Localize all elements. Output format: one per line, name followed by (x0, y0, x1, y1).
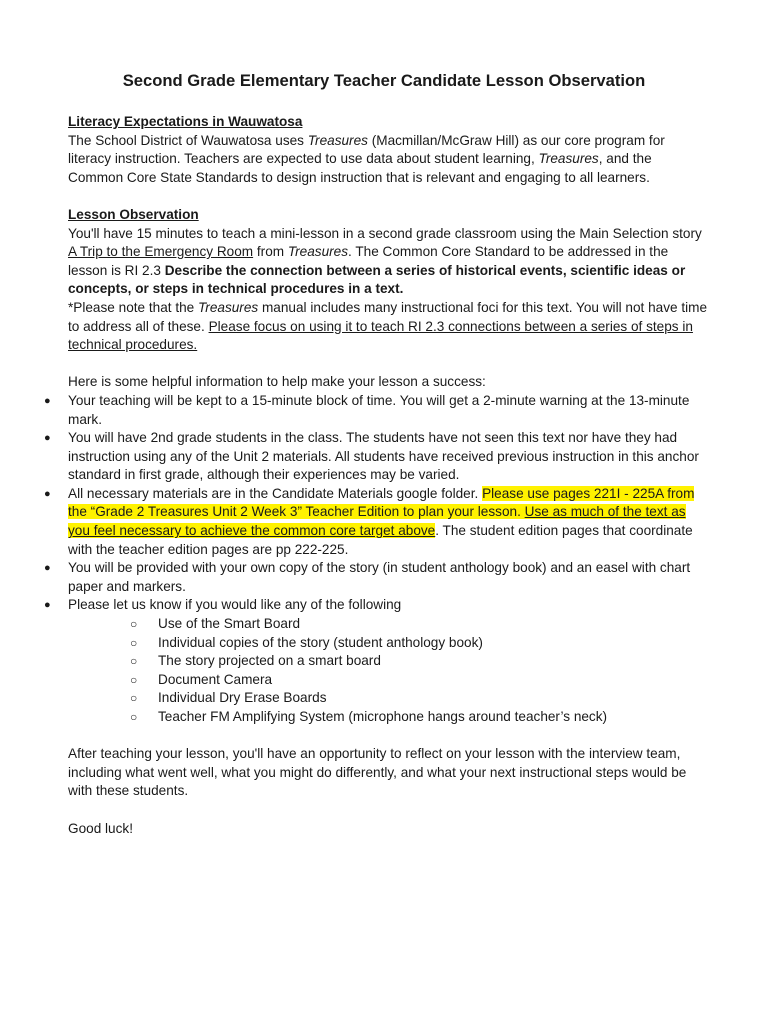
bullet-icon: ● (44, 562, 51, 575)
lesson-paragraph: You'll have 15 minutes to teach a mini-lesson in a second grade classroom using the Main Selection story A Trip to the Emergency Room from Treasures. The Common Core Standard to be addressed in the lesson is RI 2.3 Describe the connection between a series of historical events, scientific ideas or concepts, or steps in technical procedures in a text. (68, 225, 702, 297)
lesson-note: *Please note that the Treasures manual includes many instructional foci for this text. You will not have time to address all of these. Please focus on using it to teach RI 2.3 connections between a series of steps in technical procedures. (68, 299, 708, 353)
treasures-title: Treasures (538, 151, 599, 167)
sub-list-item: ○ Individual copies of the story (student anthology book) (158, 634, 708, 653)
list-item: ● Please let us know if you would like any of the following ○ Use of the Smart Board ○ Individual copies of the story (student anthology book) ○ The story projected on a smart board ○ Document Camera ○ Individual Dry Erase Boards ○ Teacher FM Amplifying System (microphone hangs around teacher’s neck) (68, 596, 708, 726)
story-title: A Trip to the Emergency Room (68, 244, 254, 260)
list-item: ● Your teaching will be kept to a 15-minute block of time. You will get a 2-minute warning at the 13-minute mark. (44, 392, 690, 427)
bullet-icon: ● (44, 394, 51, 407)
bullet-icon: ● (44, 487, 51, 500)
options-list (68, 615, 708, 727)
closing-paragraph: After teaching your lesson, you'll have an opportunity to reflect on your lesson with the interview team, including what went well, what you might do differently, and what your next instructional steps would be with these students. (68, 746, 687, 799)
helpful-intro: Here is some helpful information to help make your lesson a success: (68, 374, 486, 390)
highlighted-text: Please use pages 221I - 225A from the “Grade 2 Treasures Unit 2 Week 3” Teacher Edition to plan your lesson. (68, 485, 695, 520)
circle-bullet-icon: ○ (130, 654, 138, 669)
focus-instruction: Please focus on using it to teach RI 2.3 connections between a series of steps in technical procedures. (68, 318, 693, 353)
document-body (44, 113, 708, 838)
treasures-title: Treasures (287, 244, 349, 260)
list-item: ● All necessary materials are in the Candidate Materials google folder. Please use pages 221I - 225A from the “Grade 2 Treasures Unit 2 Week 3” Teacher Edition to plan your lesson. Use as much of the text as you feel necessary to achieve the common core target above. The student edition pages that coordinate with the teacher edition pages are pp 222-225. (44, 485, 695, 557)
circle-bullet-icon: ○ (130, 710, 138, 724)
sub-list-item: ○ Individual Dry Erase Boards (158, 689, 708, 708)
sub-list-item: ○ Teacher FM Amplifying System (microphone hangs around teacher’s neck) (158, 708, 708, 727)
list-item: ● You will have 2nd grade students in the class. The students have not seen this text nor have they had instruction using any of the Unit 2 materials. All students have received previous instruction in this anchor standard in first grade, although their experiences may be varied. (44, 430, 699, 483)
info-list (44, 392, 708, 727)
document-title: Second Grade Elementary Teacher Candidate Lesson Observation (122, 71, 646, 90)
lesson-heading: Lesson Observation (68, 206, 199, 222)
sub-list-item: ○ The story projected on a smart board (158, 652, 708, 671)
list-item: ● You will be provided with your own copy of the story (in student anthology book) and an easel with chart paper and markers. (44, 560, 691, 594)
literacy-heading: Literacy Expectations in Wauwatosa (68, 114, 303, 129)
circle-bullet-icon: ○ (130, 635, 138, 650)
sub-list-item: ○ Document Camera (158, 671, 708, 690)
circle-bullet-icon: ○ (130, 672, 138, 687)
standard-description: Describe the connection between a series of historical events, scientific ideas or concepts, or steps in technical procedures in a text. (68, 262, 686, 297)
circle-bullet-icon: ○ (130, 691, 138, 706)
literacy-paragraph: The School District of Wauwatosa uses Treasures (Macmillan/McGraw Hill) as our core program for literacy instruction. Teachers are expected to use data about student learning, Treasures, and the Common Core State Standards to design instruction that is relevant and engaging to all learners. (68, 132, 665, 185)
bullet-icon: ● (44, 599, 51, 612)
treasures-title: Treasures (198, 299, 259, 315)
bullet-icon: ● (44, 432, 51, 445)
highlighted-underlined-text: Use as much of the text as you feel necessary to achieve the common core target above (68, 504, 686, 539)
sub-list-item: ○ Use of the Smart Board (158, 615, 708, 634)
good-luck: Good luck! (68, 820, 133, 836)
circle-bullet-icon: ○ (130, 617, 138, 632)
treasures-title: Treasures (307, 132, 368, 148)
